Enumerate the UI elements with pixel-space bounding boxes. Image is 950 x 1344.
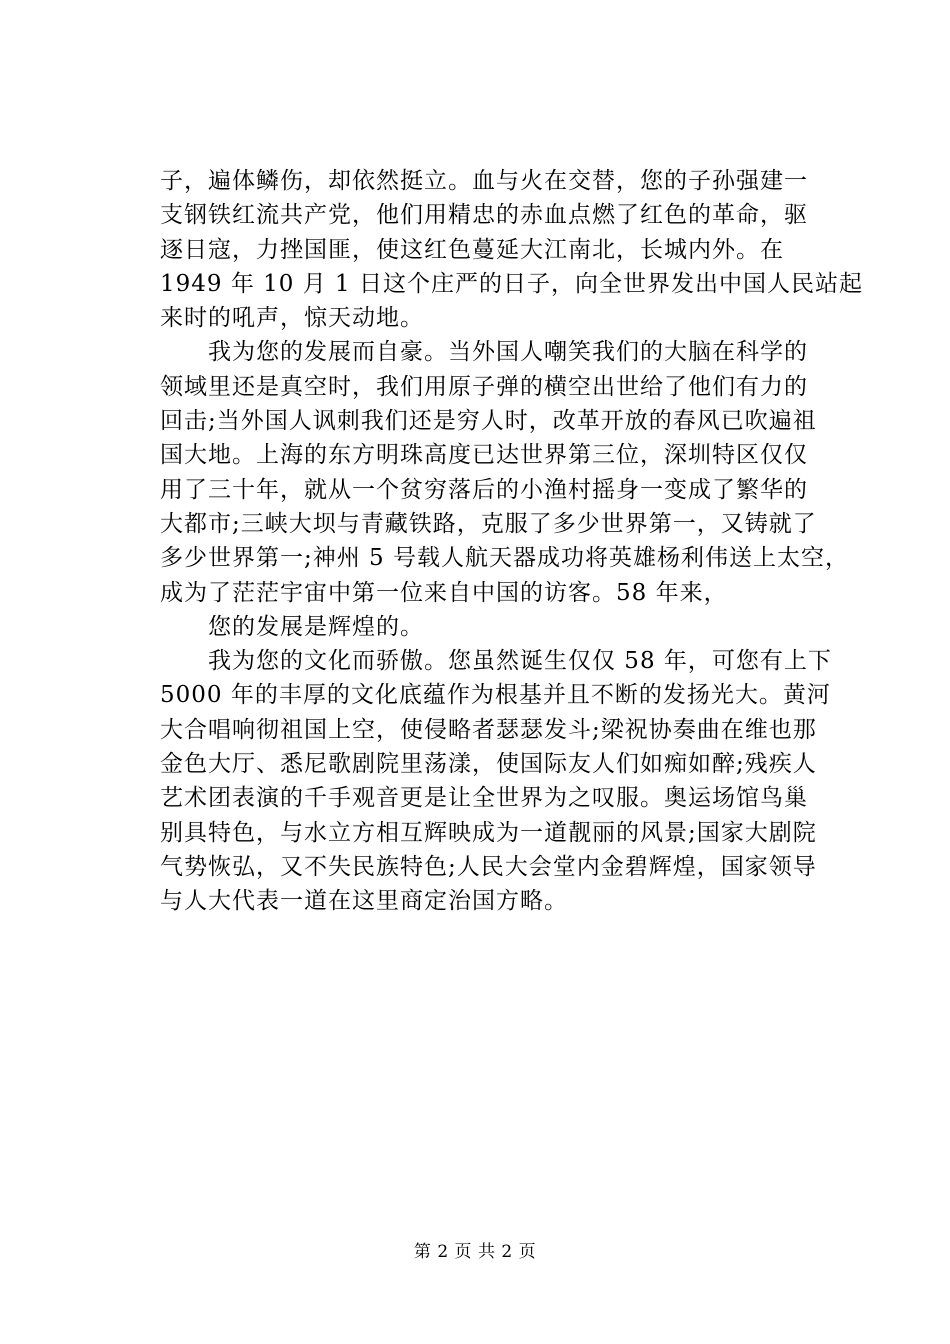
text-line: 别具特色，与水立方相互辉映成为一道靓丽的风景;国家大剧院 xyxy=(160,819,817,846)
text-line: 用了三十年，就从一个贫穷落后的小渔村摇身一变成了繁华的 xyxy=(160,476,808,503)
text-line: 您的发展是辉煌的。 xyxy=(208,613,424,640)
text-line: 与人大代表一道在这里商定治国方略。 xyxy=(160,888,568,915)
text-line: 回击;当外国人讽刺我们还是穷人时，改革开放的春风已吹遍祖 xyxy=(160,408,817,435)
text-line: 大都市;三峡大坝与青藏铁路，克服了多少世界第一，又铸就了 xyxy=(160,510,817,537)
text-line: 支钢铁红流共产党，他们用精忠的赤血点燃了红色的革命，驱 xyxy=(160,202,808,229)
text-line: 多少世界第一;神州 5 号载人航天器成功将英雄杨利伟送上太空， xyxy=(160,545,850,572)
text-line: 逐日寇，力挫国匪，使这红色蔓延大江南北，长城内外。在 xyxy=(160,236,784,263)
page-footer: 第 2 页 共 2 页 xyxy=(413,1242,537,1262)
text-line: 1949 年 10 月 1 日这个庄严的日子，向全世界发出中国人民站起 xyxy=(160,270,863,297)
body-text xyxy=(160,164,863,919)
text-line: 艺术团表演的千手观音更是让全世界为之叹服。奥运场馆鸟巢 xyxy=(160,785,808,812)
text-line: 5000 年的丰厚的文化底蕴作为根基并且不断的发扬光大。黄河 xyxy=(160,682,831,709)
text-line: 大合唱响彻祖国上空，使侵略者瑟瑟发斗;梁祝协奏曲在维也那 xyxy=(160,716,817,743)
text-line: 我为您的文化而骄傲。您虽然诞生仅仅 58 年，可您有上下 xyxy=(208,648,832,675)
text-line: 子，遍体鳞伤，却依然挺立。血与火在交替，您的子孙强建一 xyxy=(160,168,808,194)
text-line: 我为您的发展而自豪。当外国人嘲笑我们的大脑在科学的 xyxy=(208,339,808,366)
text-line: 国大地。上海的东方明珠高度已达世界第三位，深圳特区仅仅 xyxy=(160,442,808,469)
text-line: 来时的吼声，惊天动地。 xyxy=(160,305,424,332)
text-line: 领域里还是真空时，我们用原子弹的横空出世给了他们有力的 xyxy=(160,373,808,400)
text-line: 气势恢弘，又不失民族特色;人民大会堂内金碧辉煌，国家领导 xyxy=(160,853,817,880)
text-line: 金色大厅、悉尼歌剧院里荡漾，使国际友人们如痴如醉;残疾人 xyxy=(160,751,817,778)
text-line: 成为了茫茫宇宙中第一位来自中国的访客。58 年来， xyxy=(160,579,728,606)
